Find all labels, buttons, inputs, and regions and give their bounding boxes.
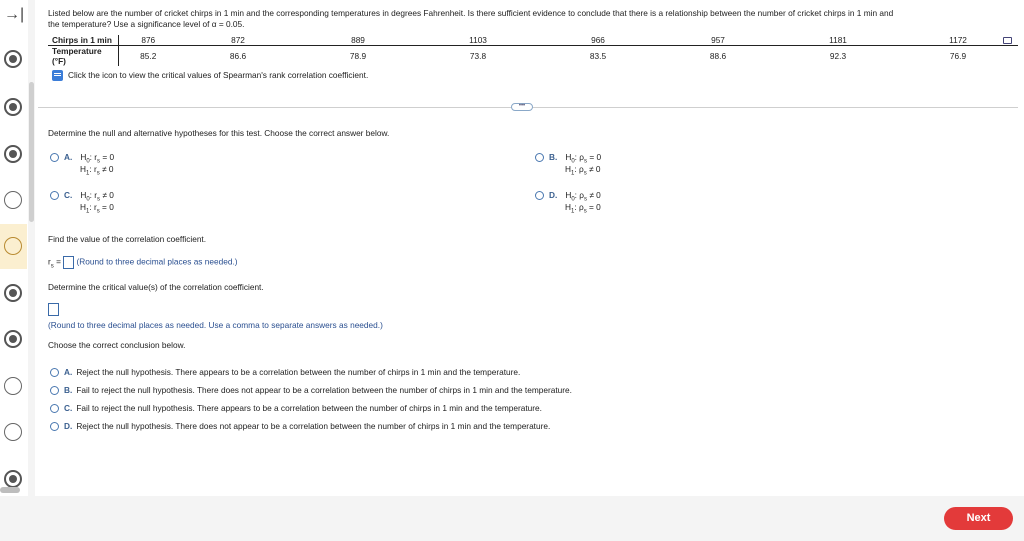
critical-value-input-row [48,303,59,316]
h1-symbol: ρ [578,164,584,174]
critical-values-text: Click the icon to view the critical values of Spearman's rank correlation coefficient. [68,70,369,80]
table-cell: 889 [298,35,418,46]
question-sidebar [0,0,26,496]
option-d[interactable]: D. $H_0$: $\rho_s \ne 0$ $H_1$: $\rho_s = 0$ [535,190,601,214]
next-button[interactable]: Next [944,507,1013,530]
critical-values-link[interactable] [52,70,368,81]
h1-relation: ≠ 0 [99,164,114,174]
critical-value-input[interactable] [48,303,59,316]
book-icon[interactable] [52,70,63,81]
collapse-sidebar-icon[interactable]: →| [4,6,25,23]
radio-a[interactable] [50,153,59,162]
h0-relation: ≠ 0 [100,190,114,200]
table-cell: 966 [538,35,658,46]
table-cell: 92.3 [829,51,847,61]
h0-relation: = 0 [587,152,602,162]
question-intro [48,8,1013,30]
table-cell: 76.9 [949,51,967,61]
table-cell: 872 [178,35,298,46]
option-a[interactable]: A. $H_0$: $r_s = 0$ $H_1$: $r_s \ne 0$ [50,152,114,176]
radio-conclusion-a[interactable] [50,368,59,377]
table-cell: 1181 [778,35,898,46]
conclusion-option-c[interactable] [50,403,542,414]
h1-relation: = 0 [99,202,114,212]
critical-value-prompt: Determine the critical value(s) of the correlation coefficient. [48,282,264,292]
equals-sign: = [53,256,61,267]
table-cell: 86.6 [229,51,247,61]
hypotheses-prompt: Determine the null and alternative hypotheses for this test. Choose the correct answer below. [48,128,390,138]
h1-symbol: r [93,164,97,174]
option-letter: B. [64,385,73,395]
option-letter: A. [64,152,73,162]
h0-symbol: r [94,152,98,162]
correlation-input[interactable] [63,256,74,269]
row-label-temperature: Temperature (°F) [48,46,118,67]
radio-conclusion-c[interactable] [50,404,59,413]
question-nav-9[interactable] [4,423,22,441]
rs-symbol: r [48,256,51,267]
sidebar-scroll-indicator [0,487,20,493]
conclusion-prompt: Choose the correct conclusion below. [48,340,186,350]
correlation-prompt: Find the value of the correlation coefficient. [48,234,207,244]
copy-data-icon[interactable] [1003,37,1012,44]
option-letter: C. [64,190,73,200]
table-cell: 1172 [898,35,1018,46]
conclusion-option-a[interactable] [50,367,520,378]
radio-d[interactable] [535,191,544,200]
conclusion-option-d[interactable] [50,421,550,432]
correlation-hint: (Round to three decimal places as needed.) [76,256,238,267]
scrollbar-thumb[interactable] [29,82,34,222]
option-letter: D. [549,190,558,200]
table-cell: 83.5 [589,51,607,61]
conclusion-text: Fail to reject the null hypothesis. There does not appear to be a correlation between the number of chirps in 1 min and the temperature. [76,385,572,395]
table-cell: 73.8 [469,51,487,61]
question-nav-1[interactable] [4,50,22,68]
row-label-chirps: Chirps in 1 min [48,35,118,46]
question-nav-5[interactable] [4,237,22,255]
data-table [48,35,1018,66]
radio-conclusion-d[interactable] [50,422,59,431]
option-letter: D. [64,421,73,431]
option-letter: C. [64,403,73,413]
rs-subscript: s [50,263,54,270]
question-nav-7[interactable] [4,330,22,348]
radio-b[interactable] [535,153,544,162]
scrollbar-track[interactable] [28,0,35,496]
h0-relation: ≠ 0 [587,190,601,200]
h0-symbol: r [94,190,98,200]
h0-symbol: ρ [579,190,585,200]
h0-relation: = 0 [100,152,115,162]
radio-conclusion-b[interactable] [50,386,59,395]
question-nav-6[interactable] [4,284,22,302]
table-cell: 88.6 [709,51,727,61]
h1-relation: = 0 [586,202,601,212]
conclusion-text: Reject the null hypothesis. There does not appear to be a correlation between the number of chirps in 1 min and the temperature. [76,421,551,431]
critical-value-hint: (Round to three decimal places as needed. Use a comma to separate answers as needed.) [48,320,383,330]
option-b[interactable]: B. $H_0$: $\rho_s = 0$ $H_1$: $\rho_s \ne 0$ [535,152,601,176]
h1-symbol: ρ [578,202,584,212]
question-nav-8[interactable] [4,377,22,395]
h1-relation: ≠ 0 [586,164,601,174]
correlation-answer-row [48,256,238,272]
conclusion-text: Reject the null hypothesis. There appears to be a correlation between the number of chirps in 1 min and the temperature. [76,367,521,377]
option-letter: B. [549,152,558,162]
table-cell: 957 [658,35,778,46]
intro-line-1: Listed below are the number of cricket chirps in 1 min and the corresponding temperatures in degrees Fahrenheit. Is there sufficient evidence to conclude that there is a relationship between the number of cricket chirps in 1 min and [48,8,894,18]
table-cell: 876 [118,35,178,46]
conclusion-option-b[interactable] [50,385,572,396]
intro-line-2: the temperature? Use a significance level of α = 0.05. [48,19,245,29]
table-cell: 85.2 [140,51,157,61]
question-nav-10[interactable] [4,470,22,488]
question-nav-4[interactable] [4,191,22,209]
question-nav-2[interactable] [4,98,22,116]
table-cell: 1103 [418,35,538,46]
divider-handle[interactable]: ••• [511,103,533,111]
h0-symbol: ρ [579,152,585,162]
option-letter: A. [64,367,73,377]
h1-symbol: r [93,202,97,212]
conclusion-text: Fail to reject the null hypothesis. There appears to be a correlation between the number of chirps in 1 min and the temperature. [76,403,542,413]
question-nav-3[interactable] [4,145,22,163]
table-cell: 78.9 [349,51,367,61]
footer-bar [0,496,1024,541]
option-c[interactable]: C. $H_0$: $r_s \ne 0$ $H_1$: $r_s = 0$ [50,190,114,214]
radio-c[interactable] [50,191,59,200]
